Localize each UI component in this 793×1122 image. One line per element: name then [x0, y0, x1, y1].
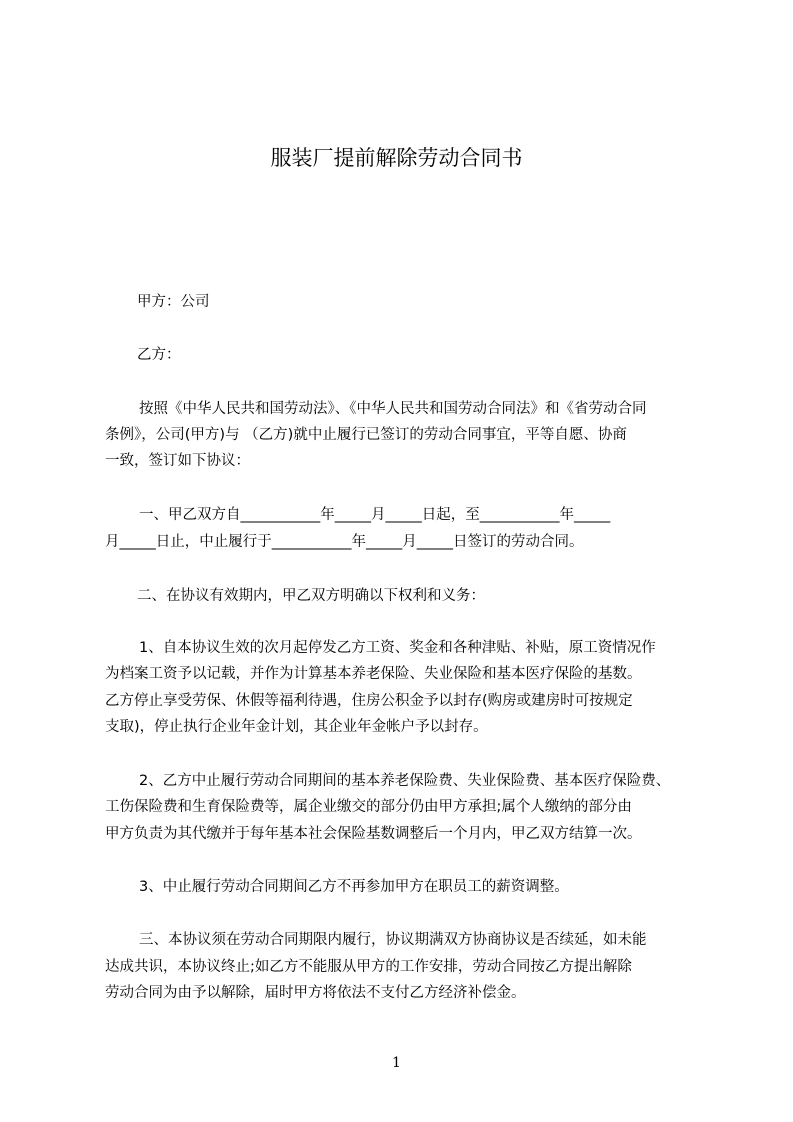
item3-line: 3、中止履行劳动合同期间乙方不再参加甲方在职员工的薪资调整。	[139, 879, 569, 895]
item2-line-1: 2、乙方中止履行劳动合同期间的基本养老保险费、失业保险费、基本医疗保险费、	[139, 773, 671, 789]
item1-line-4: 支取)，停止执行企业年金计划，其企业年金帐户予以封存。	[105, 719, 488, 735]
party-a-line: 甲方：公司	[137, 294, 210, 310]
document-title: 服装厂提前解除劳动合同书	[270, 146, 523, 170]
item1-line-2: 为档案工资予以记载，并作为计算基本养老保险、失业保险和基本医疗保险的基数。	[105, 666, 642, 682]
item2-line-2: 工伤保险费和生育保险费等，属企业缴交的部分仍由甲方承担;属个人缴纳的部分由	[105, 799, 632, 815]
item1-line-3: 乙方停止享受劳保、休假等福利待遇，住房公积金予以封存(购房或建房时可按规定	[105, 693, 633, 709]
clause3-line-2: 达成共识，本协议终止;如乙方不能服从甲方的工作安排，劳动合同按乙方提出解除	[105, 959, 632, 975]
page-number: 1	[392, 1055, 401, 1071]
clause1-line-2: 月_____日止，中止履行于___________年_____月_____日签订的劳动合同。	[105, 534, 584, 550]
clause1-line-1: 一、甲乙双方自___________年_____月_____日起，至___________年_____	[139, 507, 611, 523]
clause2-heading: 二、在协议有效期内，甲乙双方明确以下权利和义务：	[137, 588, 485, 604]
intro-line-1: 按照《中华人民共和国劳动法》、《中华人民共和国劳动合同法》和《省劳动合同	[139, 401, 647, 417]
item2-line-3: 甲方负责为其代缴并于每年基本社会保险基数调整后一个月内，甲乙双方结算一次。	[105, 826, 642, 842]
intro-line-3: 一致，签订如下协议：	[105, 453, 250, 469]
party-b-line: 乙方：	[137, 347, 181, 363]
intro-line-2: 条例》，公司(甲方)与 （乙方)就中止履行已签订的劳动合同事宜，平等自愿、协商	[105, 427, 627, 443]
item1-line-1: 1、自本协议生效的次月起停发乙方工资、奖金和各种津贴、补贴，原工资情况作	[139, 640, 656, 656]
clause3-line-1: 三、本协议须在劳动合同期限内履行，协议期满双方协商协议是否续延，如未能	[139, 932, 647, 948]
clause3-line-3: 劳动合同为由予以解除，届时甲方将依法不支付乙方经济补偿金。	[105, 985, 526, 1001]
